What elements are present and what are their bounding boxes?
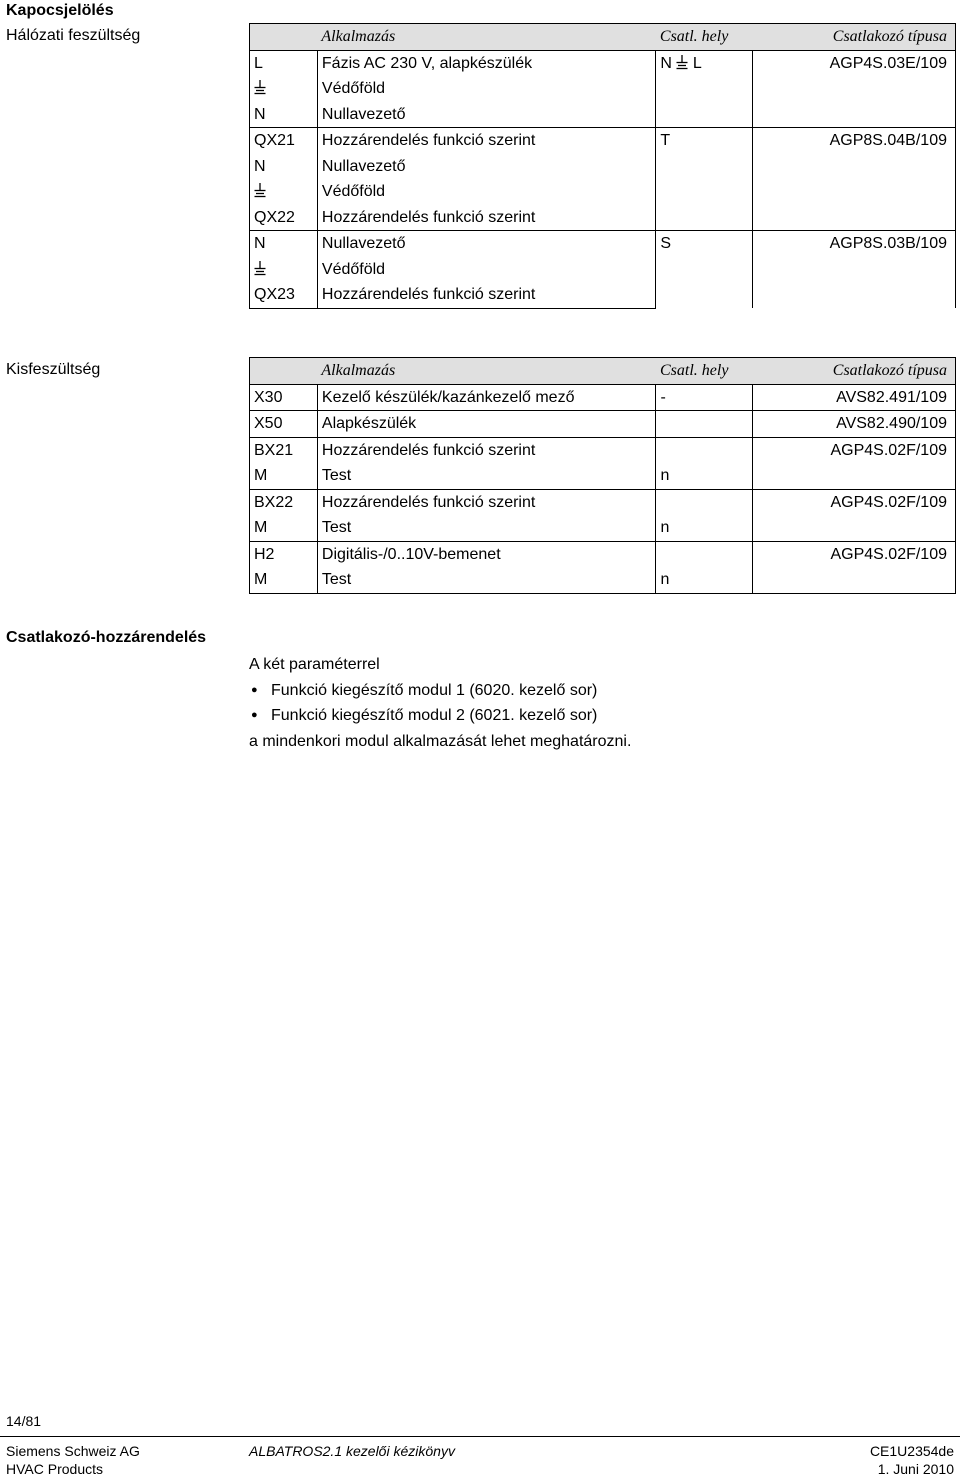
application-cell: Alapkészülék bbox=[317, 411, 656, 438]
connector-type-cell: AGP4S.03E/109 bbox=[753, 50, 956, 128]
connector-type-cell: AGP4S.02F/109 bbox=[753, 437, 956, 463]
terminal-code: N bbox=[250, 231, 318, 257]
connector-type-cell bbox=[753, 567, 956, 593]
slot-cell: - bbox=[656, 384, 753, 411]
terminal-code: QX23 bbox=[250, 282, 318, 308]
terminal-code: M bbox=[250, 515, 318, 541]
header-connector-type: Csatlakozó típusa bbox=[753, 358, 956, 385]
ground-icon bbox=[676, 55, 688, 72]
mains-voltage-table bbox=[249, 23, 956, 309]
slot-cell: T bbox=[656, 128, 753, 231]
table-row bbox=[250, 231, 956, 257]
table-row bbox=[250, 567, 956, 593]
parameter-list bbox=[249, 678, 949, 729]
connector-type-cell bbox=[753, 515, 956, 541]
application-cell: Nullavezető bbox=[317, 102, 655, 128]
header-connector-type: Csatlakozó típusa bbox=[753, 24, 956, 51]
footer-manual: ALBATROS2.1 kezelői kézikönyv bbox=[249, 1443, 455, 1459]
page-number: 14/81 bbox=[6, 1413, 42, 1429]
slot-cell: n bbox=[656, 567, 753, 593]
table-row bbox=[250, 411, 956, 438]
table-row bbox=[250, 489, 956, 515]
ground-terminal-icon bbox=[250, 76, 318, 102]
footer-doc-id: CE1U2354de bbox=[869, 1443, 954, 1459]
slot-cell bbox=[656, 437, 753, 463]
header-application: Alkalmazás bbox=[317, 358, 656, 385]
footer-division: HVAC Products bbox=[6, 1461, 103, 1477]
terminal-code: BX21 bbox=[250, 437, 318, 463]
section-heading: Kapocsjelölés bbox=[6, 2, 114, 19]
table-row bbox=[250, 384, 956, 411]
slot-cell: S bbox=[656, 231, 753, 309]
terminal-code: N bbox=[250, 102, 318, 128]
slot-cell bbox=[656, 411, 753, 438]
table-row bbox=[250, 437, 956, 463]
ground-terminal-icon bbox=[250, 257, 318, 283]
application-cell: Hozzárendelés funkció szerint bbox=[317, 437, 656, 463]
assignment-text bbox=[249, 652, 949, 754]
terminal-code: M bbox=[250, 463, 318, 489]
application-cell: Nullavezető bbox=[317, 231, 655, 257]
terminal-code: N bbox=[250, 154, 318, 180]
terminal-code: QX22 bbox=[250, 205, 318, 231]
ground-terminal-icon bbox=[250, 179, 318, 205]
header-slot: Csatl. hely bbox=[656, 24, 753, 51]
application-cell: Hozzárendelés funkció szerint bbox=[317, 489, 656, 515]
application-cell: Test bbox=[317, 515, 656, 541]
connector-type-cell: AVS82.491/109 bbox=[753, 384, 956, 411]
connector-type-cell: AGP4S.02F/109 bbox=[753, 541, 956, 567]
terminal-code: X30 bbox=[250, 384, 318, 411]
terminal-code: BX22 bbox=[250, 489, 318, 515]
application-cell: Hozzárendelés funkció szerint bbox=[317, 282, 655, 308]
connector-type-cell: AGP8S.03B/109 bbox=[753, 231, 956, 309]
terminal-code: H2 bbox=[250, 541, 318, 567]
assignment-outro: a mindenkori modul alkalmazását lehet meghatározni. bbox=[249, 732, 632, 750]
application-cell: Test bbox=[317, 567, 656, 593]
table-header-row bbox=[250, 24, 956, 51]
terminal-code: QX21 bbox=[250, 128, 318, 154]
slot-cell: n bbox=[656, 515, 753, 541]
application-cell: Test bbox=[317, 463, 656, 489]
connector-type-cell: AVS82.490/109 bbox=[753, 411, 956, 438]
application-cell: Kezelő készülék/kazánkezelő mező bbox=[317, 384, 656, 411]
application-cell: Hozzárendelés funkció szerint bbox=[317, 128, 655, 154]
terminal-code: M bbox=[250, 567, 318, 593]
assignment-heading: Csatlakozó-hozzárendelés bbox=[6, 629, 207, 646]
header-terminal bbox=[250, 24, 318, 51]
low-voltage-table bbox=[249, 357, 956, 594]
table-row bbox=[250, 463, 956, 489]
header-slot: Csatl. hely bbox=[656, 358, 753, 385]
table-row bbox=[250, 128, 956, 154]
terminal-code: L bbox=[250, 50, 318, 76]
slot-cell bbox=[656, 489, 753, 515]
application-cell: Védőföld bbox=[317, 179, 655, 205]
table-row bbox=[250, 50, 956, 76]
table-header-row bbox=[250, 358, 956, 385]
list-item: ● Funkció kiegészítő modul 2 (6021. kezelő sor) bbox=[249, 703, 949, 729]
low-voltage-label: Kisfeszültség bbox=[6, 361, 101, 378]
application-cell: Nullavezető bbox=[317, 154, 655, 180]
footer-date: 1. Juni 2010 bbox=[877, 1461, 954, 1477]
table-row bbox=[250, 515, 956, 541]
assignment-intro: A két paraméterrel bbox=[249, 656, 380, 673]
connector-type-cell bbox=[753, 463, 956, 489]
terminal-code: X50 bbox=[250, 411, 318, 438]
application-cell: Digitális-/0..10V-bemenet bbox=[317, 541, 656, 567]
application-cell: Védőföld bbox=[317, 257, 655, 283]
slot-cell: n bbox=[656, 463, 753, 489]
mains-label: Hálózati feszültség bbox=[6, 27, 141, 44]
connector-type-cell: AGP8S.04B/109 bbox=[753, 128, 956, 231]
footer-company: Siemens Schweiz AG bbox=[6, 1443, 140, 1459]
connector-type-cell: AGP4S.02F/109 bbox=[753, 489, 956, 515]
application-cell: Fázis AC 230 V, alapkészülék bbox=[317, 50, 655, 76]
slot-cell: N L bbox=[656, 50, 753, 128]
table-row bbox=[250, 541, 956, 567]
slot-cell bbox=[656, 541, 753, 567]
header-application: Alkalmazás bbox=[317, 24, 655, 51]
application-cell: Védőföld bbox=[317, 76, 655, 102]
application-cell: Hozzárendelés funkció szerint bbox=[317, 205, 655, 231]
list-item: ● Funkció kiegészítő modul 1 (6020. kezelő sor) bbox=[249, 678, 949, 704]
footer-rule bbox=[0, 1436, 960, 1437]
header-terminal bbox=[250, 358, 318, 385]
